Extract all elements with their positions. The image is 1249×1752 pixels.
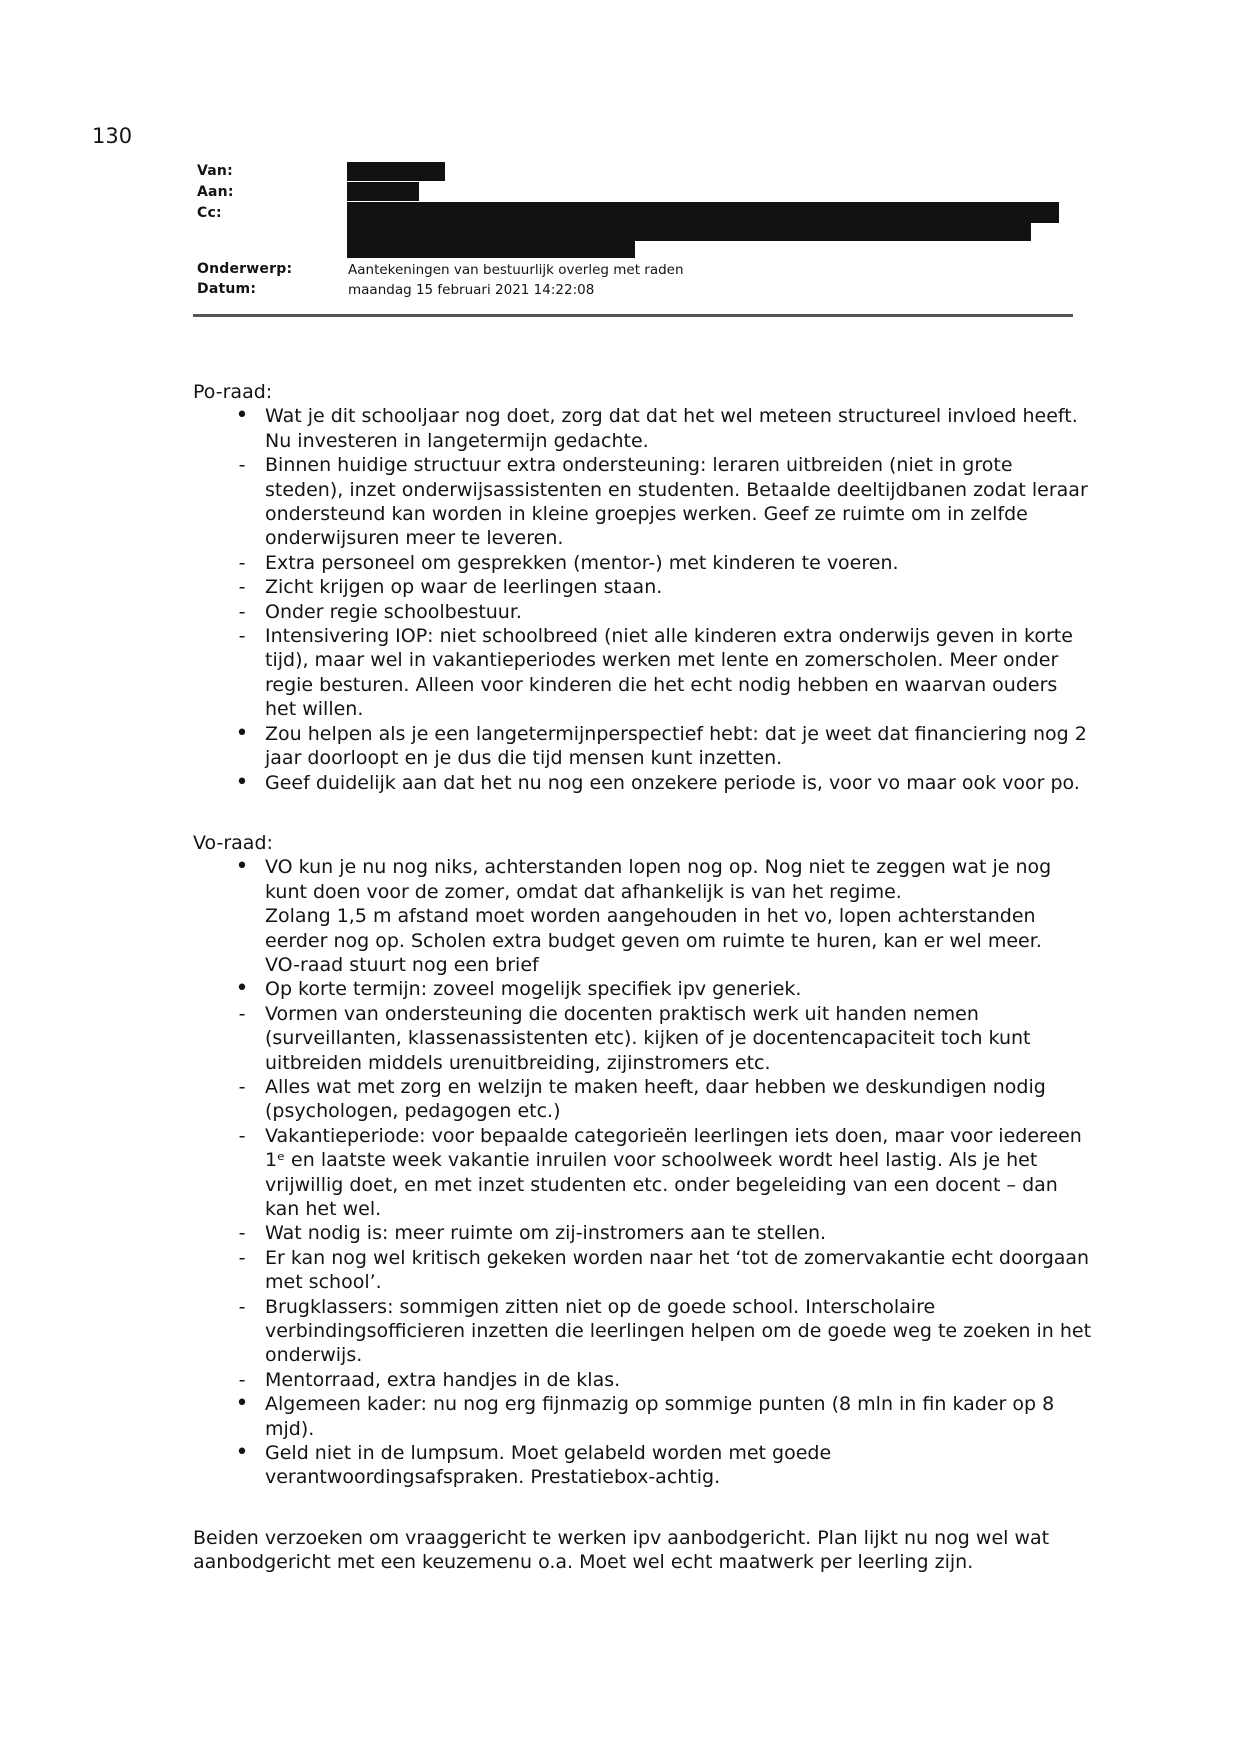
dash-marker: - (238, 551, 246, 574)
cc-label: Cc: (197, 205, 222, 221)
dash-marker: - (238, 1222, 246, 1245)
dash-marker: - (238, 454, 246, 477)
list-item: • Geld niet in de lumpsum. Moet gelabeld worden met goede verantwoordingsafspraken. Prestatiebox-achtig. (193, 1441, 1093, 1490)
vo-raad-paragraph: VO-raad stuurt nog een brief (265, 953, 539, 976)
list-item: - Onder regie schoolbestuur. (193, 600, 1093, 624)
list-item: - Binnen huidige structuur extra ondersteuning: leraren uitbreiden (niet in grote steden), inzet onderwijsassistenten en studenten. Betaalde deeltijdbanen zodat leraar ondersteund kan worden in kleine groepjes werken. Geef ze ruimte om in zelfde onderwijsuren meer te leveren. (193, 453, 1093, 551)
dash-marker: - (238, 625, 246, 648)
date-label: Datum: (197, 281, 257, 297)
list-item: - Vormen van ondersteuning die docenten praktisch werk uit handen nemen (surveillanten, klassenassistenten etc). kijken of je docentencapaciteit toch kunt uitbreiden middels urenuitbreiding, zijinstromers etc. (193, 1002, 1093, 1075)
dash-marker: - (238, 576, 246, 599)
list-item: • Zou helpen als je een langetermijnperspectief hebt: dat je weet dat financiering nog 2 jaar doorloopt en je dus die tijd mensen kunt inzetten. (193, 722, 1093, 771)
dash-marker: - (238, 1246, 246, 1269)
email-body (193, 380, 1093, 1575)
redaction-cc-2 (347, 222, 1031, 241)
dash-marker: - (238, 600, 246, 623)
vo-raad-list (193, 855, 1093, 904)
list-item: - Extra personeel om gesprekken (mentor-) met kinderen te voeren. (193, 551, 1093, 575)
list-item: • VO kun je nu nog niks, achterstanden lopen nog op. Nog niet te zeggen wat je nog kunt doen voor de zomer, omdat dat afhankelijk is van het regime. (193, 855, 1093, 904)
list-item: - Zicht krijgen op waar de leerlingen staan. (193, 575, 1093, 599)
list-item: • Algemeen kader: nu nog erg fijnmazig op sommige punten (8 mln in fin kader op 8 mjd). (193, 1392, 1093, 1441)
redaction-cc-3 (347, 240, 635, 258)
bullet-icon: • (235, 1391, 249, 1417)
list-item: • Wat je dit schooljaar nog doet, zorg dat dat het wel meteen structureel invloed heeft. Nu investeren in langetermijn gedachte. (193, 404, 1093, 453)
vo-raad-title: Vo-raad: (193, 831, 273, 854)
po-raad-list (193, 404, 1093, 795)
bullet-icon: • (235, 769, 249, 795)
from-label: Van: (197, 163, 233, 179)
po-raad-title: Po-raad: (193, 381, 273, 403)
list-item: - Mentorraad, extra handjes in de klas. (193, 1368, 1093, 1392)
dash-marker: - (238, 1295, 246, 1318)
header-divider (193, 314, 1073, 317)
subject-value: Aantekeningen van bestuurlijk overleg met raden (348, 262, 684, 278)
bullet-icon: • (235, 976, 249, 1002)
redaction-to (347, 182, 419, 201)
dash-marker: - (238, 1075, 246, 1098)
list-item: • Geef duidelijk aan dat het nu nog een onzekere periode is, voor vo maar ook voor po. (193, 771, 1093, 795)
list-item: • Op korte termijn: zoveel mogelijk specifiek ipv generiek. (193, 977, 1093, 1001)
to-label: Aan: (197, 184, 234, 200)
list-item: - Vakantieperiode: voor bepaalde categorieën leerlingen iets doen, maar voor iedereen 1ᵉ en laatste week vakantie inruilen voor schoolweek wordt heel lastig. Als je het vrijwillig doet, en met inzet studenten etc. onder begeleiding van een docent – dan kan het wel. (193, 1124, 1093, 1222)
redaction-from (347, 162, 445, 181)
list-item: - Alles wat met zorg en welzijn te maken heeft, daar hebben we deskundigen nodig (psychologen, pedagogen etc.) (193, 1075, 1093, 1124)
redaction-cc-1 (347, 202, 1059, 223)
date-value: maandag 15 februari 2021 14:22:08 (348, 282, 595, 298)
list-item: - Wat nodig is: meer ruimte om zij-instromers aan te stellen. (193, 1221, 1093, 1245)
dash-marker: - (238, 1368, 246, 1391)
dash-marker: - (238, 1124, 246, 1147)
list-item: - Intensivering IOP: niet schoolbreed (niet alle kinderen extra onderwijs geven in korte tijd), maar wel in vakantieperiodes werken met lente en zomerscholen. Meer onder regie besturen. Alleen voor kinderen die het echt nodig hebben en waarvan ouders het willen. (193, 624, 1093, 722)
bullet-icon: • (235, 1440, 249, 1466)
list-item: - Er kan nog wel kritisch gekeken worden naar het ‘tot de zomervakantie echt doorgaan met school’. (193, 1246, 1093, 1295)
dash-marker: - (238, 1002, 246, 1025)
page-number: 130 (92, 124, 133, 148)
bullet-icon: • (235, 403, 249, 429)
subject-label: Onderwerp: (197, 261, 293, 277)
vo-raad-paragraph: Zolang 1,5 m afstand moet worden aangehouden in het vo, lopen achterstanden eerder nog op. Scholen extra budget geven om ruimte te huren, kan er wel meer. (265, 905, 1042, 952)
bullet-icon: • (235, 720, 249, 746)
vo-raad-list-continued (193, 977, 1093, 1490)
bullet-icon: • (235, 854, 249, 880)
list-item: - Brugklassers: sommigen zitten niet op de goede school. Interscholaire verbindingsofficieren inzetten die leerlingen helpen om de goede weg te zoeken in het onderwijs. (193, 1295, 1093, 1368)
closing-paragraph: Beiden verzoeken om vraaggericht te werken ipv aanbodgericht. Plan lijkt nu nog wel wat aanbodgericht met een keuzemenu o.a. Moet wel echt maatwerk per leerling zijn. (193, 1526, 1050, 1574)
